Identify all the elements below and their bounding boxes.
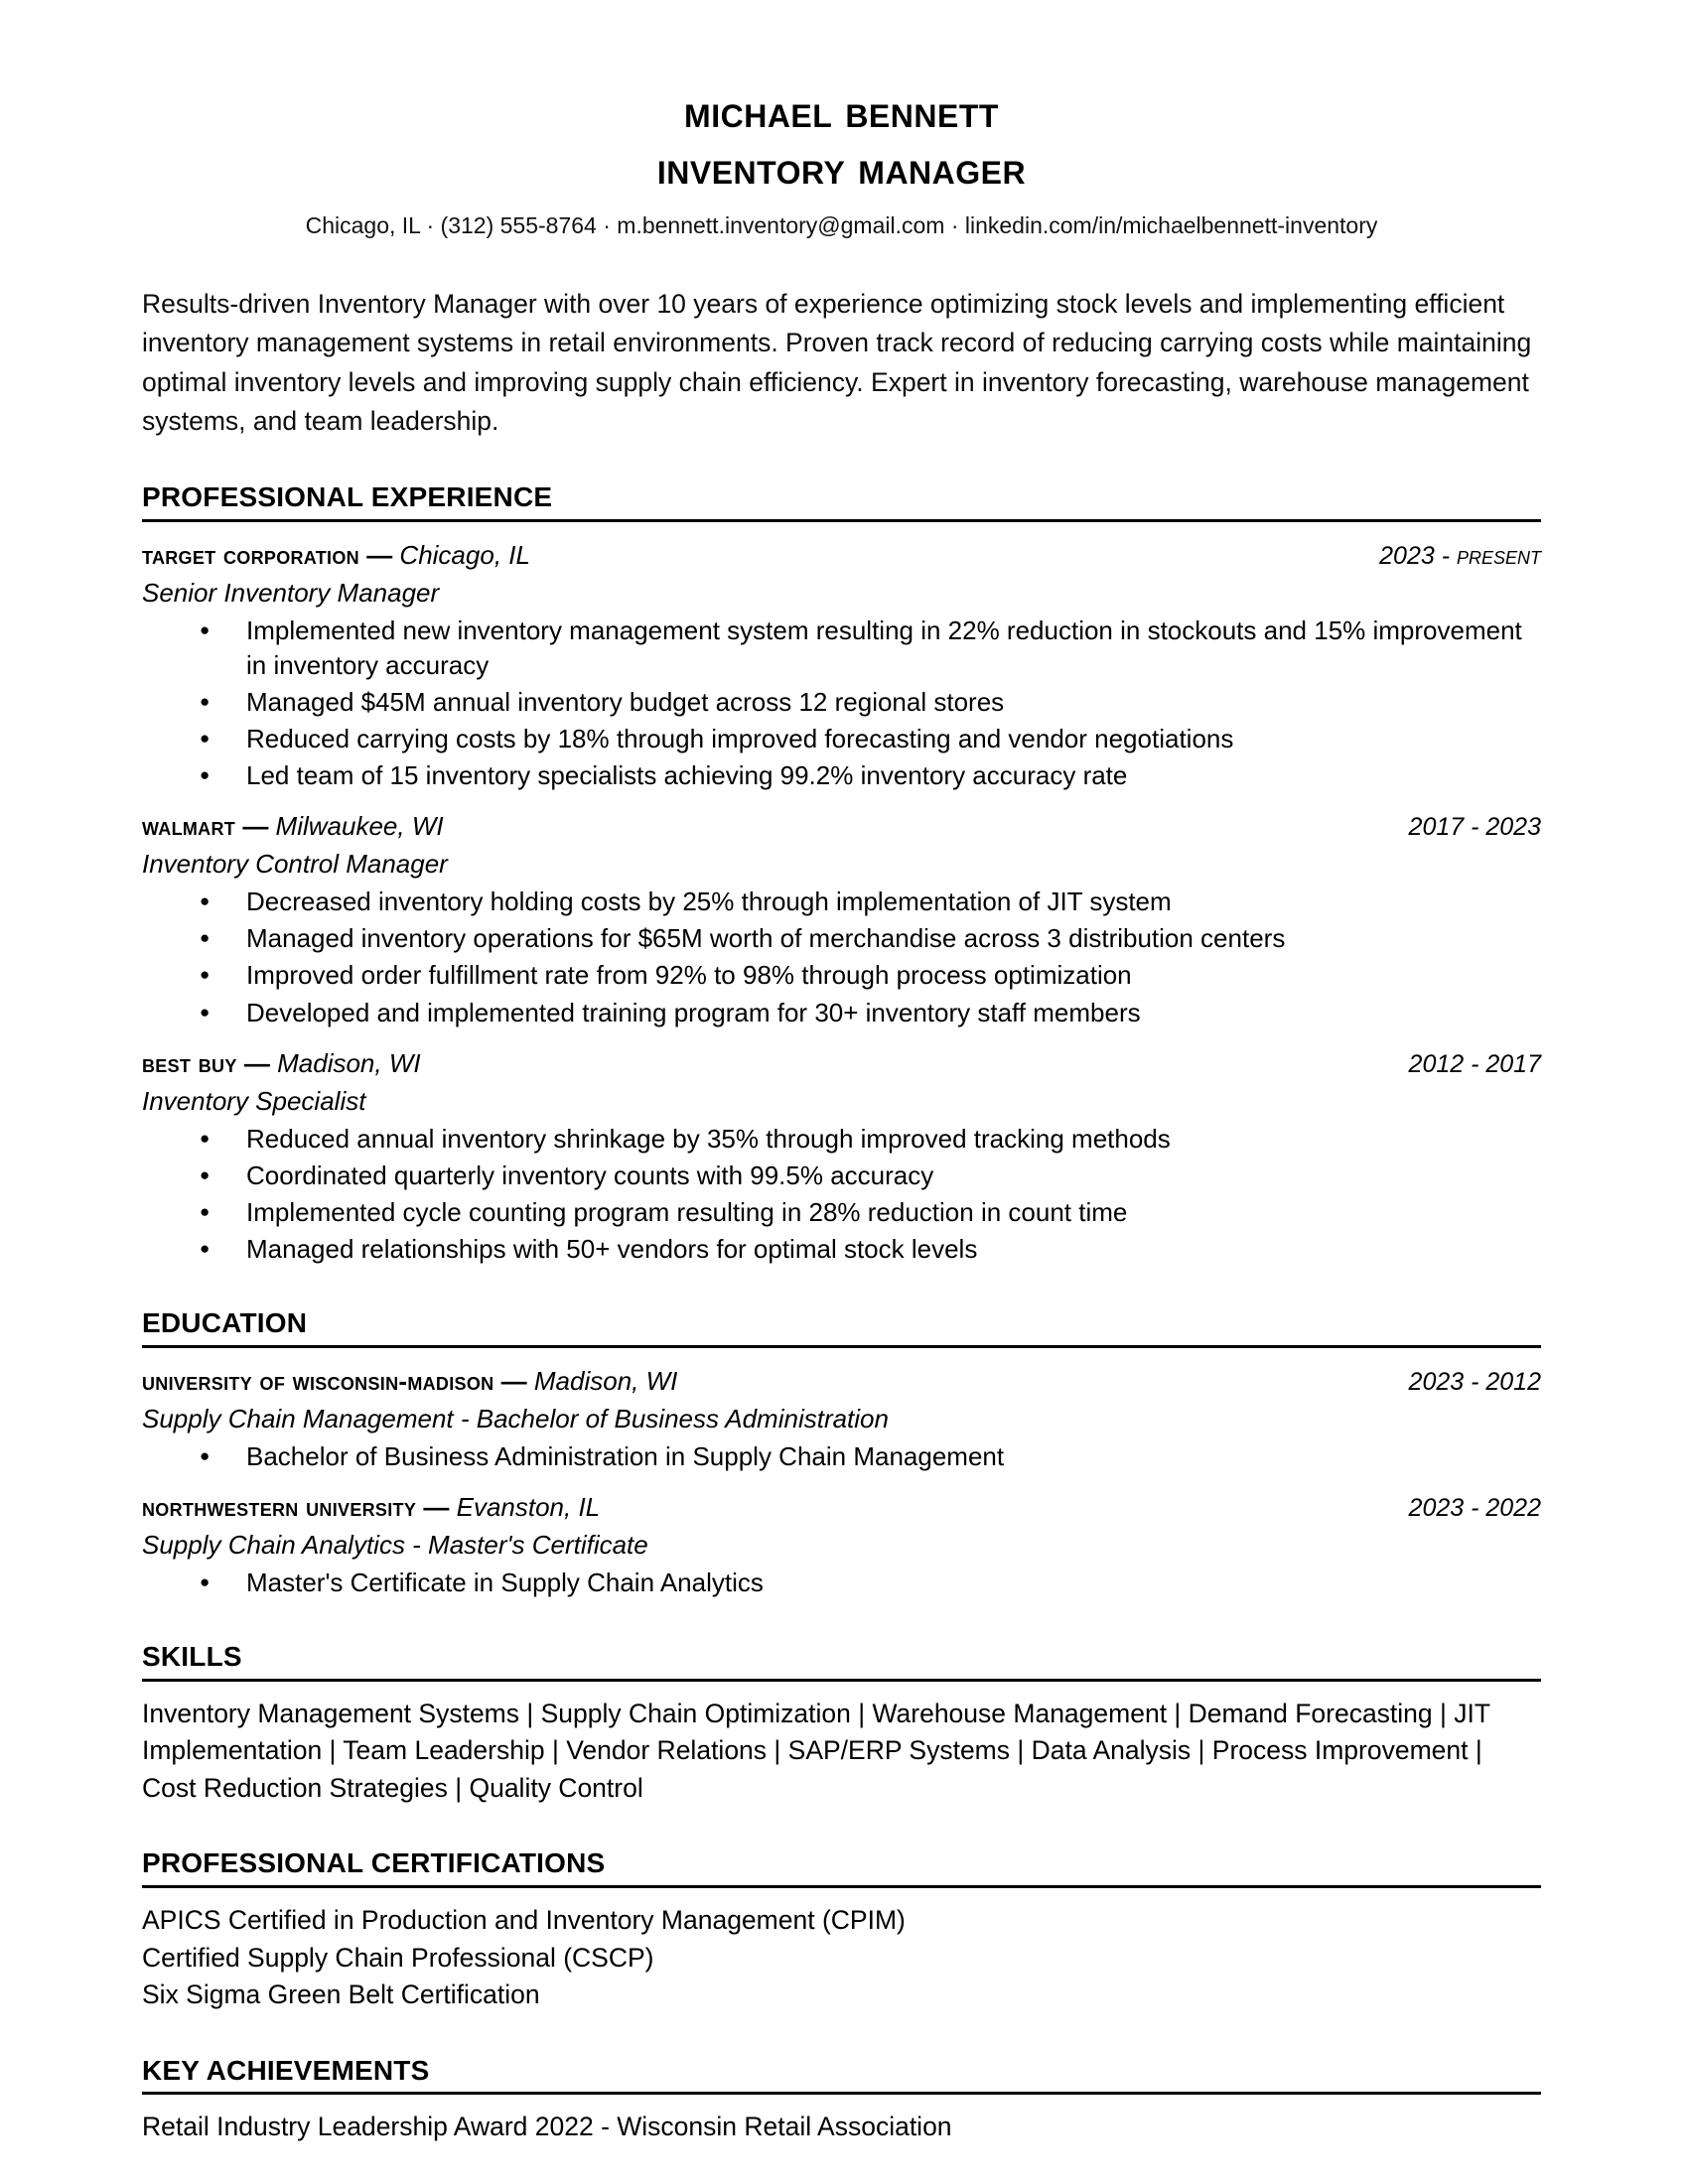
bullet-item: ● Bachelor of Business Administration in Supply Chain Management (142, 1439, 1541, 1474)
experience-entry (142, 810, 1541, 1029)
section-experience (142, 480, 1541, 1267)
bullet-item: ● Developed and implemented training program for 30+ inventory staff members (142, 996, 1541, 1030)
bullet-item: ● Implemented new inventory management system resulting in 22% reduction in stockouts and 15% improvement in inventory accuracy (142, 614, 1541, 683)
bullet-item: ● Reduced carrying costs by 18% through improved forecasting and vendor negotiations (142, 722, 1541, 756)
entry-bullets (142, 614, 1541, 793)
section-heading-education: EDUCATION (142, 1307, 308, 1339)
contact-line: Chicago, IL · (312) 555-8764 · m.bennett.inventory@gmail.com · linkedin.com/in/michaelbennett-inventory (305, 212, 1378, 239)
entry-dates: 2023 - 2012 (1408, 1367, 1541, 1396)
experience-entry (142, 539, 1541, 794)
org-location: Evanston, IL (456, 1491, 601, 1522)
section-heading-certifications: PROFESSIONAL CERTIFICATIONS (142, 1847, 606, 1879)
bullet-item: ● Coordinated quarterly inventory counts with 99.5% accuracy (142, 1159, 1541, 1193)
entry-role: Inventory Control Manager (142, 849, 448, 880)
org-location: Madison, WI (277, 1047, 421, 1078)
entry-dates: 2023 - present (1379, 541, 1541, 570)
entry-header (142, 539, 1541, 572)
entry-organization (142, 810, 444, 843)
org-name: northwestern university (142, 1491, 417, 1522)
org-name: university of wisconsin-madison (142, 1365, 494, 1396)
entry-header (142, 1047, 1541, 1080)
bullet-item: ● Managed inventory operations for $65M worth of merchandise across 3 distribution centers (142, 921, 1541, 956)
entry-header (142, 810, 1541, 843)
section-rule (142, 1345, 1541, 1348)
bullet-item: ● Reduced annual inventory shrinkage by 35% through improved tracking methods (142, 1122, 1541, 1157)
entry-role: Inventory Specialist (142, 1085, 366, 1116)
education-entry (142, 1365, 1541, 1474)
bullet-item: ● Master's Certificate in Supply Chain Analytics (142, 1566, 1541, 1600)
achievements-list (142, 2109, 1541, 2146)
entry-organization (142, 539, 530, 572)
entry-organization (142, 1365, 677, 1398)
certification-line: Six Sigma Green Belt Certification (142, 1979, 540, 2010)
org-location: Milwaukee, WI (275, 811, 444, 842)
education-entry (142, 1491, 1541, 1600)
org-dash: — (243, 1047, 270, 1078)
entry-degree: Supply Chain Analytics - Master's Certificate (142, 1530, 648, 1561)
entry-organization (142, 1491, 600, 1524)
entry-header (142, 1491, 1541, 1524)
certification-line: APICS Certified in Production and Inventory Management (CPIM) (142, 1905, 906, 1935)
section-heading-skills: SKILLS (142, 1640, 242, 1672)
skills-list: Inventory Management Systems | Supply Chain Optimization | Warehouse Management | Demand Forecasting | JIT Implementation | Team Leadership | Vendor Relations | SAP/ERP Systems | Data Analysis | Process Improvement | Cost Reduction Strategies | Quality Control (142, 1698, 1490, 1803)
org-name: walmart (142, 811, 236, 842)
entry-bullets (142, 885, 1541, 1029)
entry-bullets (142, 1439, 1541, 1474)
experience-entry (142, 1047, 1541, 1267)
achievement-line: Retail Industry Leadership Award 2022 - Wisconsin Retail Association (142, 2112, 952, 2142)
org-name: best buy (142, 1047, 237, 1078)
bullet-item: ● Improved order fulfillment rate from 92% to 98% through process optimization (142, 958, 1541, 993)
entry-dates: 2017 - 2023 (1408, 813, 1541, 842)
entry-header (142, 1365, 1541, 1398)
resume-header (142, 85, 1541, 241)
entry-bullets (142, 1122, 1541, 1267)
org-dash: — (423, 1491, 450, 1522)
entry-organization (142, 1047, 421, 1080)
entry-bullets (142, 1566, 1541, 1600)
section-rule (142, 1885, 1541, 1888)
org-dash: — (242, 811, 269, 842)
bullet-item: ● Managed $45M annual inventory budget across 12 regional stores (142, 685, 1541, 720)
section-rule (142, 1679, 1541, 1682)
org-location: Chicago, IL (399, 539, 530, 570)
bullet-item: ● Decreased inventory holding costs by 25% through implementation of JIT system (142, 885, 1541, 919)
org-dash: — (366, 539, 393, 570)
section-certifications (142, 1846, 1541, 2013)
bullet-item: ● Implemented cycle counting program resulting in 28% reduction in count time (142, 1195, 1541, 1230)
bullet-item: ● Managed relationships with 50+ vendors for optimal stock levels (142, 1232, 1541, 1267)
section-rule (142, 519, 1541, 522)
section-heading-achievements: KEY ACHIEVEMENTS (142, 2054, 430, 2086)
certifications-list (142, 1902, 1541, 2014)
candidate-name: michael bennett (684, 86, 999, 137)
section-heading-experience: PROFESSIONAL EXPERIENCE (142, 481, 553, 513)
entry-dates: 2023 - 2022 (1408, 1493, 1541, 1522)
section-rule (142, 2092, 1541, 2095)
section-education (142, 1306, 1541, 1600)
professional-summary: Results-driven Inventory Manager with over 10 years of experience optimizing stock levels and implementing efficient inventory management systems in retail environments. Proven track record of reducing carrying costs while maintaining optimal inventory levels and improving supply chain efficiency. Expert in inventory forecasting, warehouse management systems, and team leadership. (142, 289, 1532, 436)
entry-degree: Supply Chain Management - Bachelor of Business Administration (142, 1403, 889, 1433)
entry-role: Senior Inventory Manager (142, 577, 440, 608)
bullet-item: ● Led team of 15 inventory specialists achieving 99.2% inventory accuracy rate (142, 758, 1541, 793)
certification-line: Certified Supply Chain Professional (CSCP) (142, 1942, 654, 1973)
entry-dates: 2012 - 2017 (1408, 1049, 1541, 1078)
org-dash: — (500, 1365, 527, 1396)
candidate-title: inventory manager (656, 143, 1027, 195)
org-name: target corporation (142, 539, 359, 570)
section-skills (142, 1640, 1541, 1807)
org-location: Madison, WI (533, 1365, 678, 1396)
section-achievements (142, 2054, 1541, 2146)
